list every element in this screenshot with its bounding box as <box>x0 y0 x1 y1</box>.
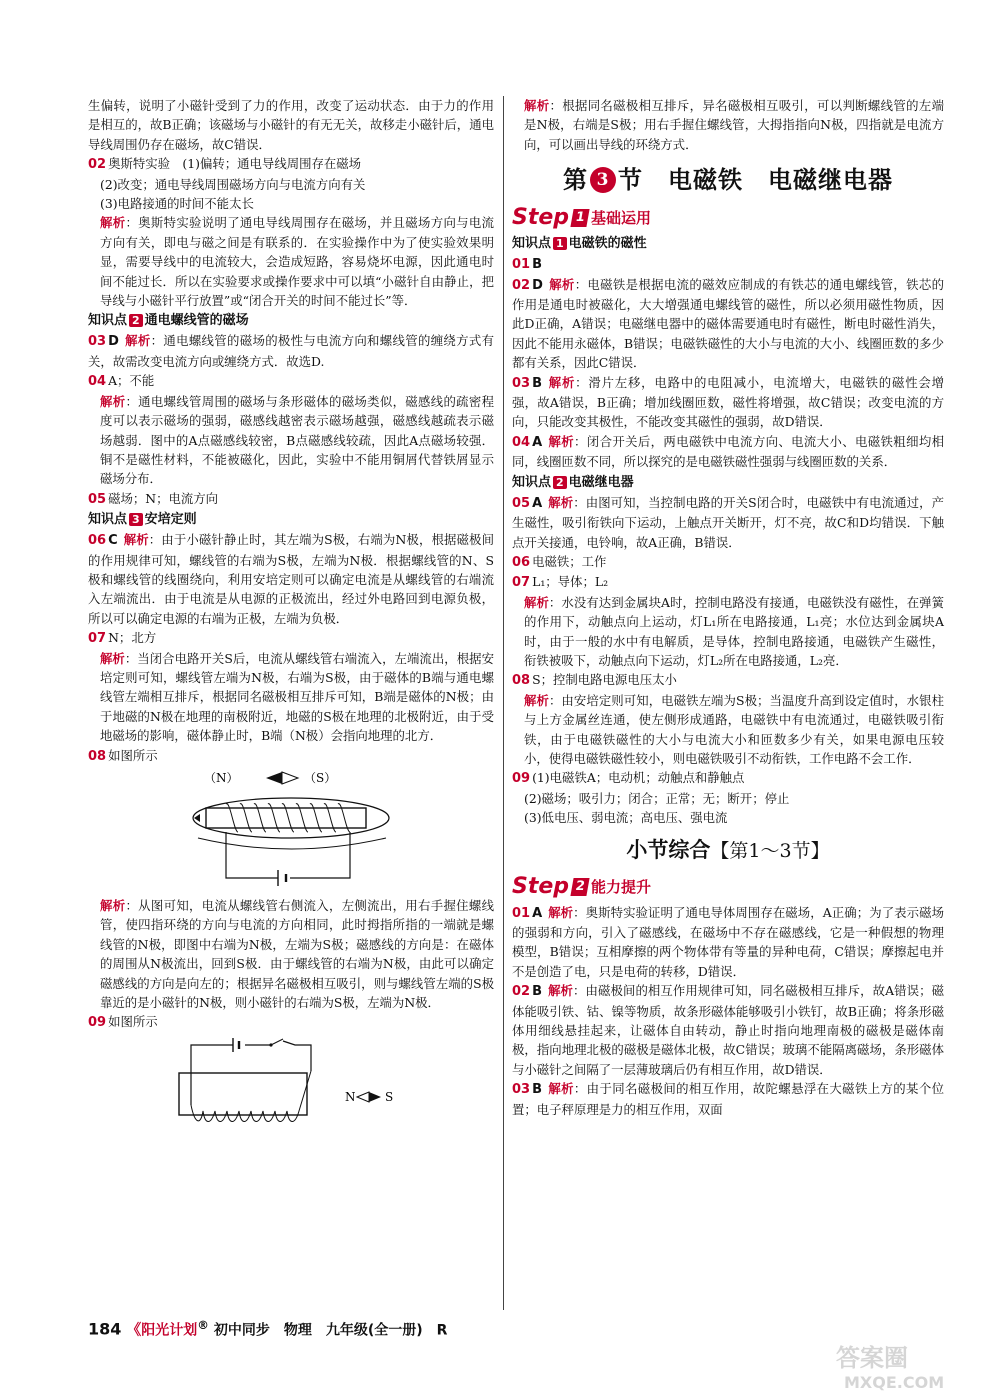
knowledge-point-heading <box>512 234 944 253</box>
analysis-label: 解析 <box>548 983 574 999</box>
section-post: 节 <box>618 165 643 195</box>
kp-prefix: 知识点 <box>512 474 552 490</box>
compass-needle-icon <box>357 1092 381 1102</box>
analysis-label: 解析 <box>125 333 151 349</box>
explanation-text: ：通电螺线管的磁场的极性与电流方向和螺线管的缠绕方式有关，故需改变电流方向或缠绕方式．故选D. <box>88 333 494 369</box>
step-number: 1 <box>570 209 589 227</box>
answer-letter: B <box>532 257 543 273</box>
explanation-02 <box>88 213 494 310</box>
explanation-04 <box>88 392 494 489</box>
explanation-text: ：通电螺线管周围的磁场与条形磁体的磁场类似，磁感线的疏密程度可以表示磁场的强弱，磁感线越密表示磁场越强，磁感线越疏表示磁场越弱．图中的A点磁感线较密，B点磁感线较疏，因此A点磁场较强．铜不是磁性材料，不能被磁化，因此，实验中不能用铜屑代替铁屑显示磁场分布． <box>100 393 495 487</box>
analysis-label: 解析 <box>100 898 126 913</box>
step-word: Step <box>512 205 570 231</box>
answer-01 <box>512 254 944 274</box>
answer-09-part3: (3)低电压、弱电流；高电压、强电流 <box>524 810 728 826</box>
item-number: 01 <box>512 257 531 273</box>
explanation-text: ：根据同名磁极相互排斥，异名磁极相互吸引，可以判断螺线管的左端是N极，右端是S极；用右手握住螺线管，大拇指指向N极，四指就是电流方向，可以画出导线的环绕方式． <box>524 98 945 152</box>
answer-letter: B <box>532 984 543 1000</box>
knowledge-point-heading <box>88 311 494 330</box>
answer-letter: D <box>532 277 543 293</box>
answer-letter: D <box>108 334 119 350</box>
answer-text: L₁；导体；L₂ <box>532 574 609 590</box>
explanation-08 <box>512 691 944 769</box>
summary-title <box>512 830 944 871</box>
answer-03 <box>512 373 944 432</box>
item-number: 04 <box>88 374 107 390</box>
explanation-text: ：奥斯特实验证明了通电导体周围存在磁场，A正确；为了表示磁场的强弱和方向，引入了磁感线，在磁场中不存在磁感线，它是一种假想的物理模型，B错误；互相摩擦的两个物体带有等量的异种电荷，C错误；摩擦起电并不是创造了电，只是电荷的转移，D错误． <box>512 904 944 979</box>
explanation-text: ：由图可知，当控制电路的开关S闭合时，电磁铁中有电流通过，产生磁性，吸引衔铁向下运动，上触点开关断开，灯不亮，故C和D均错误．下触点开关接通，电铃响，故A正确，B错误． <box>512 494 944 550</box>
answer-08 <box>512 670 944 690</box>
item-number: 01 <box>512 905 531 921</box>
solenoid-core <box>179 1073 307 1115</box>
kp-title: 安培定则 <box>144 512 197 528</box>
answer-text: N；北方 <box>108 630 157 646</box>
explanation-text: ：水没有达到金属块A时，控制电路没有接通，电磁铁没有磁性，在弹簧的作用下，动触点向上运动，灯L₁所在电路接通，L₁亮；水位达到金属块A时，由于一般的水中有电解质，是导体，控制电路接通，电磁铁产生磁性，衔铁被吸下，动触点向下运动，灯L₂所在电路接通，L₂亮． <box>524 594 945 668</box>
right-column <box>512 96 944 1119</box>
answer-05 <box>512 493 944 552</box>
continued-text: 生偏转，说明了小磁针受到了力的作用，改变了运动状态．由于力的作用是相互的，故B正确；该磁场与小磁针的有无无关，故移走小磁针后，通电导线周围仍存在磁场，故C错误． <box>88 98 494 152</box>
kp-title: 通电螺线管的磁场 <box>144 313 249 329</box>
answer-letter: A <box>532 905 543 921</box>
analysis-label: 解析 <box>548 904 574 920</box>
answer-05 <box>88 489 494 509</box>
circuit-wire <box>226 832 350 878</box>
analysis-label: 解析 <box>524 98 550 113</box>
compass-needle-icon <box>266 772 298 784</box>
analysis-label: 解析 <box>548 374 576 390</box>
answer-08 <box>88 746 494 766</box>
answer-02 <box>512 275 944 373</box>
item-number: 05 <box>512 495 531 511</box>
brand-mark-icon: 《 <box>126 1320 142 1339</box>
practice-01 <box>512 903 944 982</box>
analysis-label: 解析 <box>548 494 574 510</box>
page-number: 184 <box>88 1319 122 1339</box>
explanation-text: ：滑片左移，电路中的电阻减小，电流增大，电磁铁的磁性会增强，故A错误，B正确；增加线圈匝数，磁性将增强，故C错误；改变电流的方向，只能改变其极性，不能改变其磁性的强弱，故D错误． <box>512 374 944 430</box>
answer-letter: B <box>532 1082 543 1098</box>
explanation-text: ：由磁极间的相互作用规律可知，同名磁极相互排斥，故A错误；磁体能吸引铁、钴、镍等物质，故条形磁体能够吸引小铁钉，故B正确；将条形磁体用细线悬挂起来，让磁体自由转动，静止时指向地理南极的磁极是磁体南极，指向地理北极的磁极是磁体北极，故C错误；玻璃不能隔离磁场，条形磁体与小磁针之间隔了一层薄玻璃后仍有相互作用，故D错误． <box>512 983 944 1077</box>
explanation-text: ：电磁铁是根据电流的磁效应制成的有铁芯的通电螺线管，铁芯的作用是通电时被磁化，大大增强通电螺线管的磁性，所以必须用磁性物质，因此D正确，A错误；电磁继电器中的磁体需要通电时有磁性，断电时磁性消失，因此不能用永磁体，B错误；电磁铁磁性的大小与电流的大小、线圈匝数的多少都有关系，因此C错误． <box>512 276 944 371</box>
answer-07 <box>88 628 494 648</box>
answer-text: 如图所示 <box>108 747 158 763</box>
answer-letter: A <box>532 434 543 450</box>
item-number: 04 <box>512 434 531 450</box>
analysis-label: 解析 <box>524 594 549 610</box>
item-number: 08 <box>512 673 531 689</box>
answer-04 <box>88 371 494 391</box>
answer-09 <box>88 1012 494 1032</box>
item-number: 09 <box>88 1015 107 1031</box>
explanation-text: ：当闭合电路开关S后，电流从螺线管右端流入，左端流出，根据安培定则可知，螺线管左端为N极，右端为S极，由于磁体的B端与通电螺线管左端相互排斥，根据同名磁极相互排斥可知，B端是磁体的N极；由于地磁的N极在地理的南极附近，地磁的S极在地理的北极附近，由于受地磁场的影响，磁体静止时，B端（N极）会指向地理的北方． <box>100 650 494 744</box>
answer-text: (1)电磁铁A；电动机；动触点和静触点 <box>532 770 745 786</box>
watermark-text: 答案圈 <box>836 1344 908 1372</box>
field-line-outer <box>193 798 389 838</box>
left-column <box>88 96 494 1137</box>
answer-02 <box>88 154 494 174</box>
item-number: 07 <box>512 575 531 591</box>
step-title: 基础运用 <box>591 209 652 228</box>
knowledge-point-heading <box>88 510 494 529</box>
answer-04 <box>512 432 944 472</box>
switch-icon <box>271 1039 283 1045</box>
step-1-header <box>512 204 944 232</box>
answer-text: 电磁铁；工作 <box>532 553 607 569</box>
kp-number: 2 <box>553 476 567 489</box>
explanation-07 <box>88 649 494 746</box>
series-info: 初中同步 物理 九年级(全一册) R <box>213 1322 448 1339</box>
fig-label-n: N <box>345 1089 356 1104</box>
item-number: 02 <box>512 277 531 293</box>
solenoid-figure <box>186 768 396 894</box>
analysis-label: 解析 <box>100 215 126 231</box>
section-name: 电磁铁 电磁继电器 <box>668 165 893 195</box>
analysis-label: 解析 <box>548 1081 574 1097</box>
arrow-icon <box>194 814 200 822</box>
item-number: 03 <box>512 1082 531 1098</box>
answer-02-part2: (2)改变；通电导线周围磁场方向与电流方向有关 <box>100 176 366 192</box>
coil-circuit-figure <box>171 1035 411 1135</box>
answer-text: 奥斯特实验 (1)偏转；通电导线周围存在磁场 <box>108 156 362 172</box>
kp-title: 电磁继电器 <box>568 474 634 490</box>
explanation-07 <box>512 593 944 671</box>
kp-number: 3 <box>129 513 143 526</box>
analysis-label: 解析 <box>123 532 149 548</box>
kp-title: 电磁铁的磁性 <box>568 236 647 252</box>
analysis-label: 解析 <box>549 276 575 292</box>
answer-09 <box>512 768 944 788</box>
explanation-text: ：由安培定则可知，电磁铁左端为S极；当温度升高到设定值时，水银柱与上方金属丝连通，使左侧形成通路，电磁铁中有电流通过，电磁铁吸引衔铁，由于电磁铁磁性的大小与电流大小和匝数多少有关，如果电源电压较小，使得电磁铁磁性较小，则电磁铁吸引不动衔铁，工作电路不会工作． <box>524 692 945 766</box>
item-number: 06 <box>512 554 531 570</box>
section-number: 3 <box>590 167 616 193</box>
answer-letter: C <box>108 533 118 549</box>
item-number: 09 <box>512 771 531 787</box>
summary-range: 【第1～3节】 <box>710 839 830 862</box>
explanation-text: ：由于小磁针静止时，其左端为S极，右端为N极，根据磁极间的作用规律可知，螺线管的右端为S极，左端为N极．根据螺线管的N、S极和螺线管的线圈绕向，利用安培定则可以确定电流是从螺线管的右端流入左端流出．由于电流是从电源的正极流出，经过外电路回到电源负极，所以可以确定电源的右端为正极，左端为负极． <box>88 532 494 626</box>
answer-text: 如图所示 <box>108 1014 158 1030</box>
step-number: 2 <box>570 878 589 896</box>
analysis-label: 解析 <box>100 650 125 666</box>
item-number: 03 <box>88 334 107 350</box>
column-divider <box>503 96 504 1310</box>
answer-02-part3: (3)电路接通的时间不能太长 <box>100 196 254 212</box>
step-title: 能力提升 <box>591 877 652 896</box>
item-number: 05 <box>88 491 107 507</box>
coil-loops <box>191 1071 311 1122</box>
practice-02 <box>512 981 944 1079</box>
answer-09-part2: (2)磁场；吸引力；闭合；正常；无；断开；停止 <box>524 790 790 806</box>
item-number: 02 <box>512 984 531 1000</box>
section-title <box>512 158 944 202</box>
section-pre: 第 <box>563 165 588 195</box>
step-word: Step <box>512 873 570 899</box>
kp-number: 1 <box>553 237 567 250</box>
kp-prefix: 知识点 <box>512 236 552 252</box>
practice-03 <box>512 1079 944 1119</box>
item-number: 03 <box>512 375 531 391</box>
answer-text: S；控制电路电源电压太小 <box>532 672 677 688</box>
answer-text: 磁场；N；电流方向 <box>108 490 219 506</box>
item-number: 02 <box>88 157 107 173</box>
explanation-08 <box>88 896 494 1012</box>
watermark-url: MXQE.COM <box>844 1373 945 1392</box>
explanation-continued <box>512 96 944 154</box>
registered-mark: ® <box>197 1318 209 1332</box>
answer-03 <box>88 331 494 371</box>
analysis-label: 解析 <box>548 433 575 449</box>
kp-number: 2 <box>129 314 143 327</box>
answer-06 <box>88 530 494 628</box>
analysis-label: 解析 <box>524 692 549 708</box>
step-2-header <box>512 873 944 901</box>
page-footer <box>88 1318 447 1340</box>
explanation-text: ：从图可知，电流从螺线管右侧流入，左侧流出，用右手握住螺线管，使四指环绕的方向与电流的方向相同，此时拇指所指的一端就是螺线管的N极，即图中右端为N极，左端为S极；磁感线的方向是：在磁体的周围从N极流出，回到S极．由于螺线管的右端为N极，由此可以确定磁感线的方向是向左的；根据异名磁极相互吸引，则与螺线管左端的S极靠近的是小磁针的N极，则小磁针的右端为S极，左端为N极． <box>100 898 495 1011</box>
summary-name: 小节综合 <box>626 836 711 862</box>
item-number: 06 <box>88 533 107 549</box>
item-number: 07 <box>88 631 107 647</box>
explanation-text: ：由于同名磁极间的相互作用，故陀螺悬浮在大磁铁上方的某个位置；电子秤原理是力的相互作用，双面 <box>512 1081 945 1117</box>
fig-label-s: S <box>385 1089 394 1104</box>
answer-07 <box>512 572 944 592</box>
answer-letter: B <box>532 375 543 391</box>
answer-text: A；不能 <box>108 373 155 389</box>
analysis-label: 解析 <box>100 393 126 409</box>
kp-prefix: 知识点 <box>88 512 128 528</box>
item-number: 08 <box>88 748 107 764</box>
answer-letter: A <box>532 495 543 511</box>
knowledge-point-heading <box>512 473 944 492</box>
watermark-logo <box>826 1336 986 1392</box>
answer-06 <box>512 552 944 572</box>
explanation-text: ：奥斯特实验说明了通电导线周围存在磁场，并且磁场方向与电流方向有关，即电与磁之间是有联系的．在实验操作中为了使实验效果明显，需要导线中的电流较大，会造成短路，容易烧坏电源，因此通电时间不能过长．所以在实验要求或操作要求中可以填“小磁针自由静止，把导线与小磁针平行放置”或“闭合开关的时间不能过长”等． <box>100 215 495 309</box>
brand-name: 阳光计划 <box>141 1322 198 1339</box>
kp-prefix: 知识点 <box>88 313 128 329</box>
fig-label-s: （S） <box>304 771 337 785</box>
fig-label-n: （N） <box>204 771 239 785</box>
explanation-text: ：闭合开关后，两电磁铁中电流方向、电流大小、电磁铁粗细均相同，线圈匝数不同，所以探究的是电磁铁磁性强弱与线圈匝数的关系． <box>512 433 945 470</box>
